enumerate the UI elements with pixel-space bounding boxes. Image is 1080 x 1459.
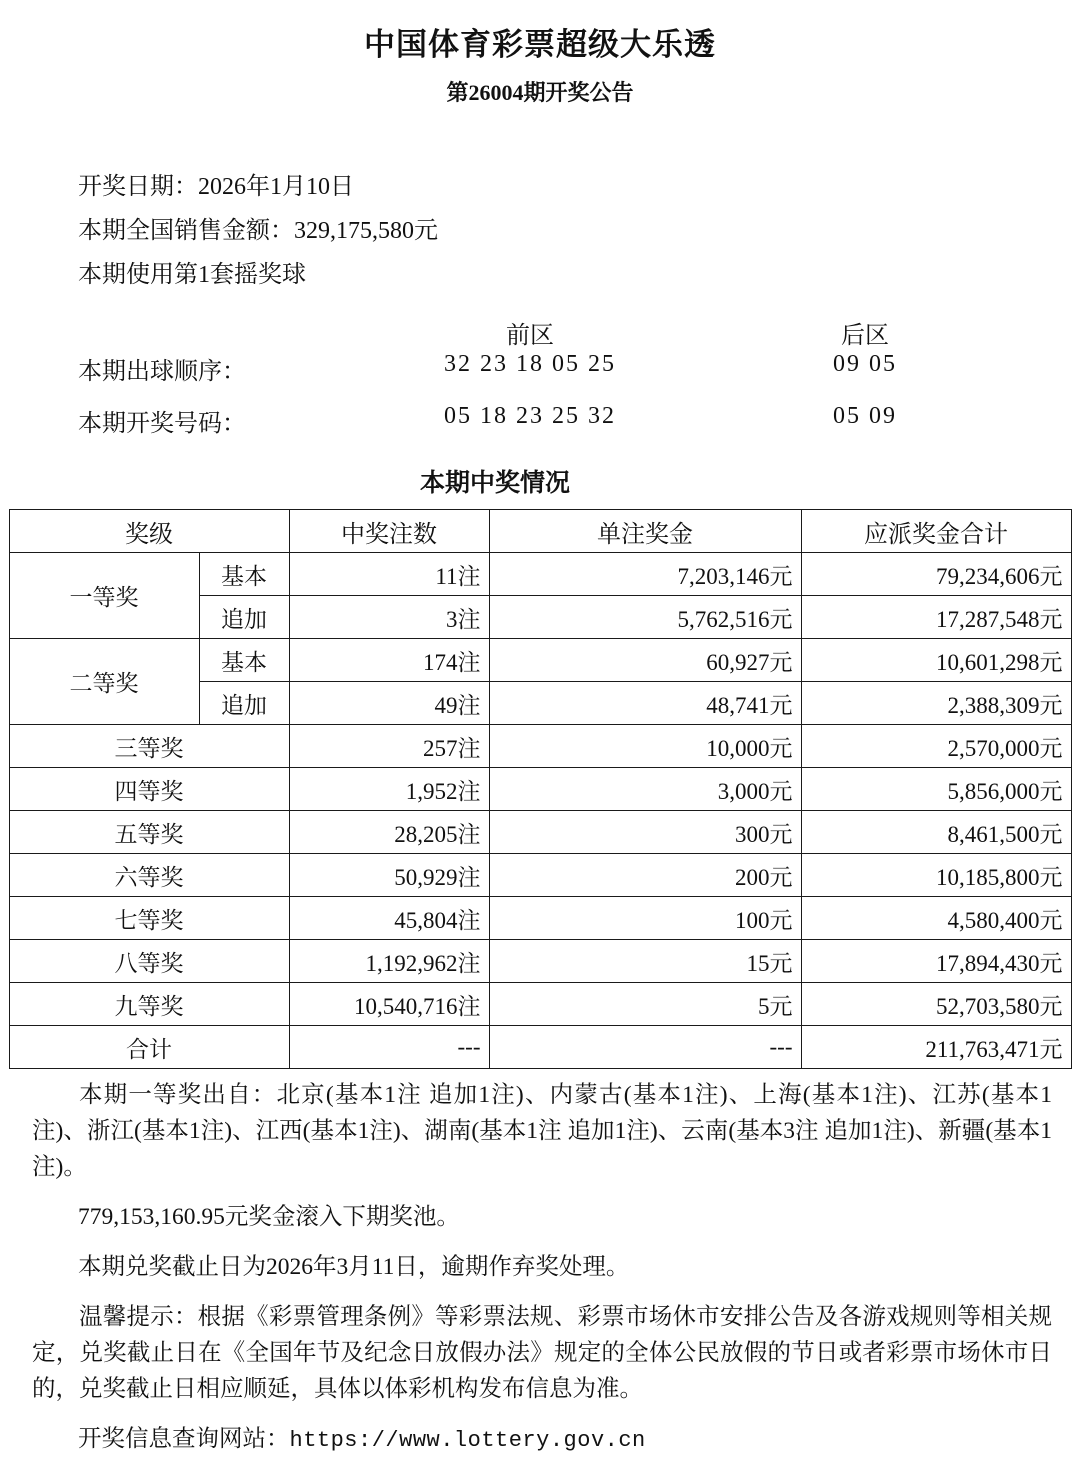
prize-section-title: 本期中奖情况 bbox=[419, 470, 570, 498]
national-sales-line: 本期全国销售金额：329,175,580元 bbox=[78, 218, 438, 245]
prize-winning-count: 11注 bbox=[289, 553, 489, 596]
table-header-row bbox=[9, 510, 1071, 553]
prize-winning-count: 10,540,716注 bbox=[289, 983, 489, 1026]
page-title: 中国体育彩票超级大乐透 bbox=[364, 27, 716, 62]
table-row bbox=[9, 940, 1071, 983]
prize-total-amount: 2,570,000元 bbox=[801, 725, 1071, 768]
website-line bbox=[32, 1421, 1052, 1459]
prize-subtype-name: 追加 bbox=[199, 682, 289, 725]
prize-winning-count: 174注 bbox=[289, 639, 489, 682]
prize-subtype-name: 追加 bbox=[199, 596, 289, 639]
prize-winning-count: 257注 bbox=[289, 725, 489, 768]
prize-total-amount: 10,185,800元 bbox=[801, 854, 1071, 897]
draw-info-block bbox=[0, 165, 1080, 297]
lottery-announcement-page bbox=[0, 26, 1080, 1454]
table-row bbox=[9, 639, 1071, 682]
prize-subtype-name: 基本 bbox=[199, 553, 289, 596]
prize-total-amount: 17,894,430元 bbox=[801, 940, 1071, 983]
prize-winning-count: 50,929注 bbox=[289, 854, 489, 897]
ball-order-row bbox=[0, 351, 1080, 403]
prize-grade-name: 七等奖 bbox=[9, 897, 289, 940]
prize-subtype-name: 基本 bbox=[199, 639, 289, 682]
website-label: 开奖信息查询网站： bbox=[78, 1426, 290, 1453]
ball-order-back-numbers: 09 05 bbox=[833, 351, 897, 378]
prize-grade-name: 三等奖 bbox=[9, 725, 289, 768]
ball-set-line: 本期使用第1套摇奖球 bbox=[78, 262, 306, 289]
prize-total-amount: 10,601,298元 bbox=[801, 639, 1071, 682]
prize-per-bet-amount: 7,203,146元 bbox=[489, 553, 801, 596]
prize-table bbox=[9, 509, 1072, 1069]
table-row bbox=[9, 553, 1071, 596]
winning-number-label: 本期开奖号码： bbox=[78, 411, 246, 438]
first-prize-winners-paragraph: 本期一等奖出自：北京(基本1注 追加1注)、内蒙古(基本1注)、上海(基本1注)、江苏(基本1注)、浙江(基本1注)、江西(基本1注)、湖南(基本1注 追加1注)、云南(基本3注 追加1注)、新疆(基本1注)。 bbox=[32, 1082, 1052, 1181]
prize-total-amount: 79,234,606元 bbox=[801, 553, 1071, 596]
warm-tips-paragraph: 温馨提示：根据《彩票管理条例》等彩票法规、彩票市场休市安排公告及各游戏规则等相关规定，兑奖截止日在《全国年节及纪念日放假办法》规定的全体公民放假的节日或者彩票市场休市日的，兑奖截止日相应顺延，具体以体彩机构发布信息为准。 bbox=[32, 1304, 1052, 1403]
prize-per-bet-amount: 200元 bbox=[489, 854, 801, 897]
prize-table-body bbox=[9, 553, 1071, 1069]
ball-order-front-numbers: 32 23 18 05 25 bbox=[444, 351, 616, 378]
prize-winning-count: 1,192,962注 bbox=[289, 940, 489, 983]
prize-winning-count: 45,804注 bbox=[289, 897, 489, 940]
prize-per-bet-amount: 300元 bbox=[489, 811, 801, 854]
rollover-paragraph: 779,153,160.95元奖金滚入下期奖池。 bbox=[78, 1204, 460, 1231]
prize-per-bet-amount: 5,762,516元 bbox=[489, 596, 801, 639]
prize-winning-count: 49注 bbox=[289, 682, 489, 725]
header-grade: 奖级 bbox=[9, 510, 289, 553]
prize-per-bet-amount: 100元 bbox=[489, 897, 801, 940]
table-row bbox=[9, 897, 1071, 940]
prize-total-amount: 17,287,548元 bbox=[801, 596, 1071, 639]
table-row bbox=[9, 725, 1071, 768]
header-count: 中奖注数 bbox=[289, 510, 489, 553]
page-subtitle: 第26004期开奖公告 bbox=[446, 79, 634, 105]
website-url[interactable]: https://www.lottery.gov.cn bbox=[289, 1428, 646, 1454]
winning-number-row bbox=[0, 403, 1080, 455]
zone-header-row bbox=[0, 315, 1080, 351]
prize-total-amount: 52,703,580元 bbox=[801, 983, 1071, 1026]
prize-grade-name: 八等奖 bbox=[9, 940, 289, 983]
draw-date-line: 开奖日期：2026年1月10日 bbox=[78, 174, 354, 201]
back-zone-label: 后区 bbox=[841, 323, 889, 350]
notes-block bbox=[0, 1077, 1080, 1459]
prize-winning-count: 1,952注 bbox=[289, 768, 489, 811]
prize-winning-count: --- bbox=[289, 1026, 489, 1069]
prize-total-amount: 5,856,000元 bbox=[801, 768, 1071, 811]
prize-winning-count: 3注 bbox=[289, 596, 489, 639]
prize-grade-name: 合计 bbox=[9, 1026, 289, 1069]
header-total: 应派奖金合计 bbox=[801, 510, 1071, 553]
prize-total-amount: 211,763,471元 bbox=[801, 1026, 1071, 1069]
prize-grade-name: 四等奖 bbox=[9, 768, 289, 811]
prize-per-bet-amount: 3,000元 bbox=[489, 768, 801, 811]
table-row bbox=[9, 854, 1071, 897]
ball-order-label: 本期出球顺序： bbox=[78, 359, 246, 386]
table-row bbox=[9, 811, 1071, 854]
winning-back-numbers: 05 09 bbox=[833, 403, 897, 430]
prize-winning-count: 28,205注 bbox=[289, 811, 489, 854]
prize-grade-name: 二等奖 bbox=[9, 639, 199, 725]
table-row bbox=[9, 983, 1071, 1026]
prize-grade-name: 一等奖 bbox=[9, 553, 199, 639]
prize-total-amount: 2,388,309元 bbox=[801, 682, 1071, 725]
prize-grade-name: 五等奖 bbox=[9, 811, 289, 854]
prize-grade-name: 九等奖 bbox=[9, 983, 289, 1026]
table-row bbox=[9, 768, 1071, 811]
prize-per-bet-amount: 48,741元 bbox=[489, 682, 801, 725]
prize-total-amount: 4,580,400元 bbox=[801, 897, 1071, 940]
winning-front-numbers: 05 18 23 25 32 bbox=[444, 403, 616, 430]
prize-per-bet-amount: 10,000元 bbox=[489, 725, 801, 768]
prize-per-bet-amount: --- bbox=[489, 1026, 801, 1069]
prize-per-bet-amount: 60,927元 bbox=[489, 639, 801, 682]
front-zone-label: 前区 bbox=[506, 323, 554, 350]
table-row bbox=[9, 1026, 1071, 1069]
claim-deadline-paragraph: 本期兑奖截止日为2026年3月11日，逾期作弃奖处理。 bbox=[78, 1254, 630, 1281]
prize-grade-name: 六等奖 bbox=[9, 854, 289, 897]
prize-per-bet-amount: 15元 bbox=[489, 940, 801, 983]
prize-total-amount: 8,461,500元 bbox=[801, 811, 1071, 854]
header-per-bet: 单注奖金 bbox=[489, 510, 801, 553]
prize-per-bet-amount: 5元 bbox=[489, 983, 801, 1026]
